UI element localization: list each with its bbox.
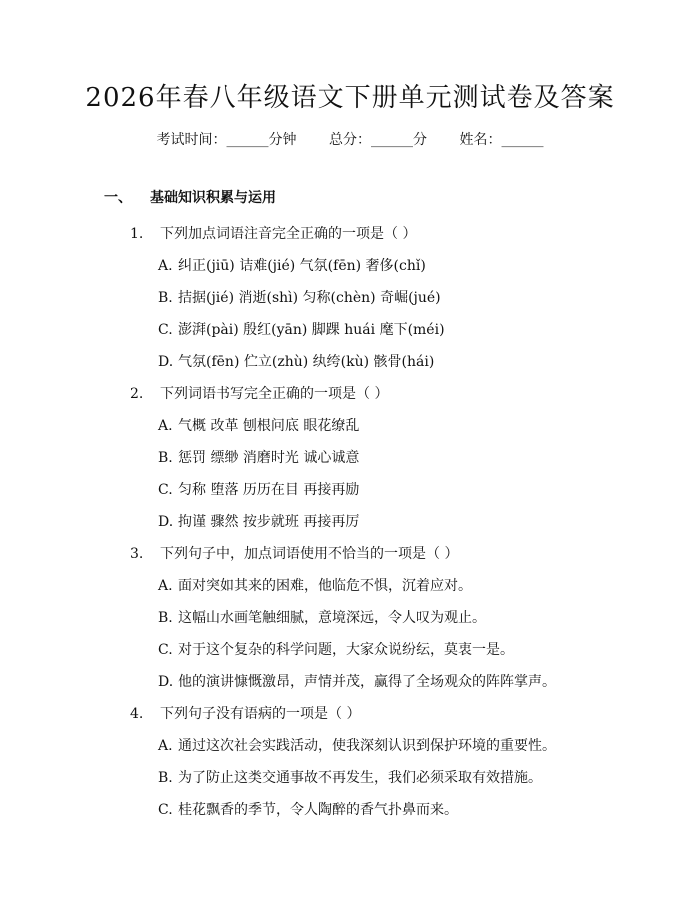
question-3 [130, 544, 458, 564]
option-text: 拮据(jié) 消逝(shì) 匀称(chèn) 奇崛(jué) [178, 290, 441, 306]
question-4 [130, 704, 360, 724]
question-number: 4. [130, 706, 144, 722]
question-text: 下列词语书写完全正确的一项是（ ） [160, 386, 389, 402]
question-4-option-c [158, 800, 458, 820]
question-3-option-d [158, 672, 556, 692]
option-text: 拘谨 骤然 按步就班 再接再厉 [178, 514, 360, 530]
option-text: 通过这次社会实践活动，使我深刻认识到保护环境的重要性。 [178, 738, 556, 754]
option-text: 澎湃(pài) 殷红(yān) 脚踝 huái 麾下(méi) [178, 322, 445, 338]
question-1-option-a [158, 256, 426, 276]
exam-time-field: 考试时间：______分钟 [156, 132, 297, 148]
option-label: C. [158, 322, 173, 338]
option-text: 惩罚 缥缈 消磨时光 诚心诚意 [178, 450, 360, 466]
option-label: D. [158, 354, 174, 370]
question-2-option-b [158, 448, 359, 468]
question-3-option-b [158, 608, 486, 628]
option-label: D. [158, 674, 174, 690]
question-1-option-b [158, 288, 441, 308]
option-label: A. [158, 738, 173, 754]
option-text: 纠正(jiū) 诘难(jié) 气氛(fēn) 奢侈(chǐ) [178, 258, 426, 274]
total-score-field: 总分：______分 [329, 132, 427, 148]
question-3-option-c [158, 640, 514, 660]
option-label: C. [158, 642, 173, 658]
student-name-field: 姓名：______ [459, 132, 544, 148]
question-text: 下列句子中，加点词语使用不恰当的一项是（ ） [160, 546, 459, 562]
option-text: 气氛(fēn) 伫立(zhù) 纨绔(kù) 骸骨(hái) [178, 354, 435, 370]
question-2-option-a [158, 416, 359, 436]
option-label: D. [158, 514, 174, 530]
question-4-option-b [158, 768, 542, 788]
page-title: 2026年春八年级语文下册单元测试卷及答案 [85, 83, 615, 113]
question-3-option-a [158, 576, 472, 596]
question-1 [130, 224, 416, 244]
option-label: A. [158, 258, 173, 274]
question-4-option-a [158, 736, 556, 756]
option-label: B. [158, 450, 173, 466]
section-number: 一、 [104, 190, 132, 206]
option-label: B. [158, 610, 173, 626]
option-text: 面对突如其来的困难，他临危不惧，沉着应对。 [178, 578, 472, 594]
question-1-option-d [158, 352, 434, 372]
option-label: C. [158, 802, 173, 818]
option-label: B. [158, 290, 173, 306]
question-2-option-d [158, 512, 359, 532]
question-1-option-c [158, 320, 445, 340]
question-number: 1. [130, 226, 144, 242]
section-heading [104, 188, 276, 208]
option-text: 桂花飘香的季节，令人陶醉的香气扑鼻而来。 [178, 802, 458, 818]
option-label: B. [158, 770, 173, 786]
question-text: 下列句子没有语病的一项是（ ） [160, 706, 361, 722]
option-label: A. [158, 418, 173, 434]
option-text: 匀称 堕落 历历在目 再接再励 [178, 482, 360, 498]
question-number: 3. [130, 546, 144, 562]
question-2 [130, 384, 388, 404]
option-text: 他的演讲慷慨激昂，声情并茂，赢得了全场观众的阵阵掌声。 [178, 674, 556, 690]
option-text: 为了防止这类交通事故不再发生，我们必须采取有效措施。 [178, 770, 542, 786]
question-2-option-c [158, 480, 359, 500]
section-title: 基础知识积累与运用 [150, 190, 276, 206]
option-text: 对于这个复杂的科学问题，大家众说纷纭，莫衷一是。 [178, 642, 514, 658]
option-label: A. [158, 578, 173, 594]
option-label: C. [158, 482, 173, 498]
question-number: 2. [130, 386, 144, 402]
option-text: 气概 改革 刨根问底 眼花缭乱 [178, 418, 360, 434]
exam-meta [0, 130, 700, 150]
question-text: 下列加点词语注音完全正确的一项是（ ） [160, 226, 417, 242]
option-text: 这幅山水画笔触细腻，意境深远，令人叹为观止。 [178, 610, 486, 626]
